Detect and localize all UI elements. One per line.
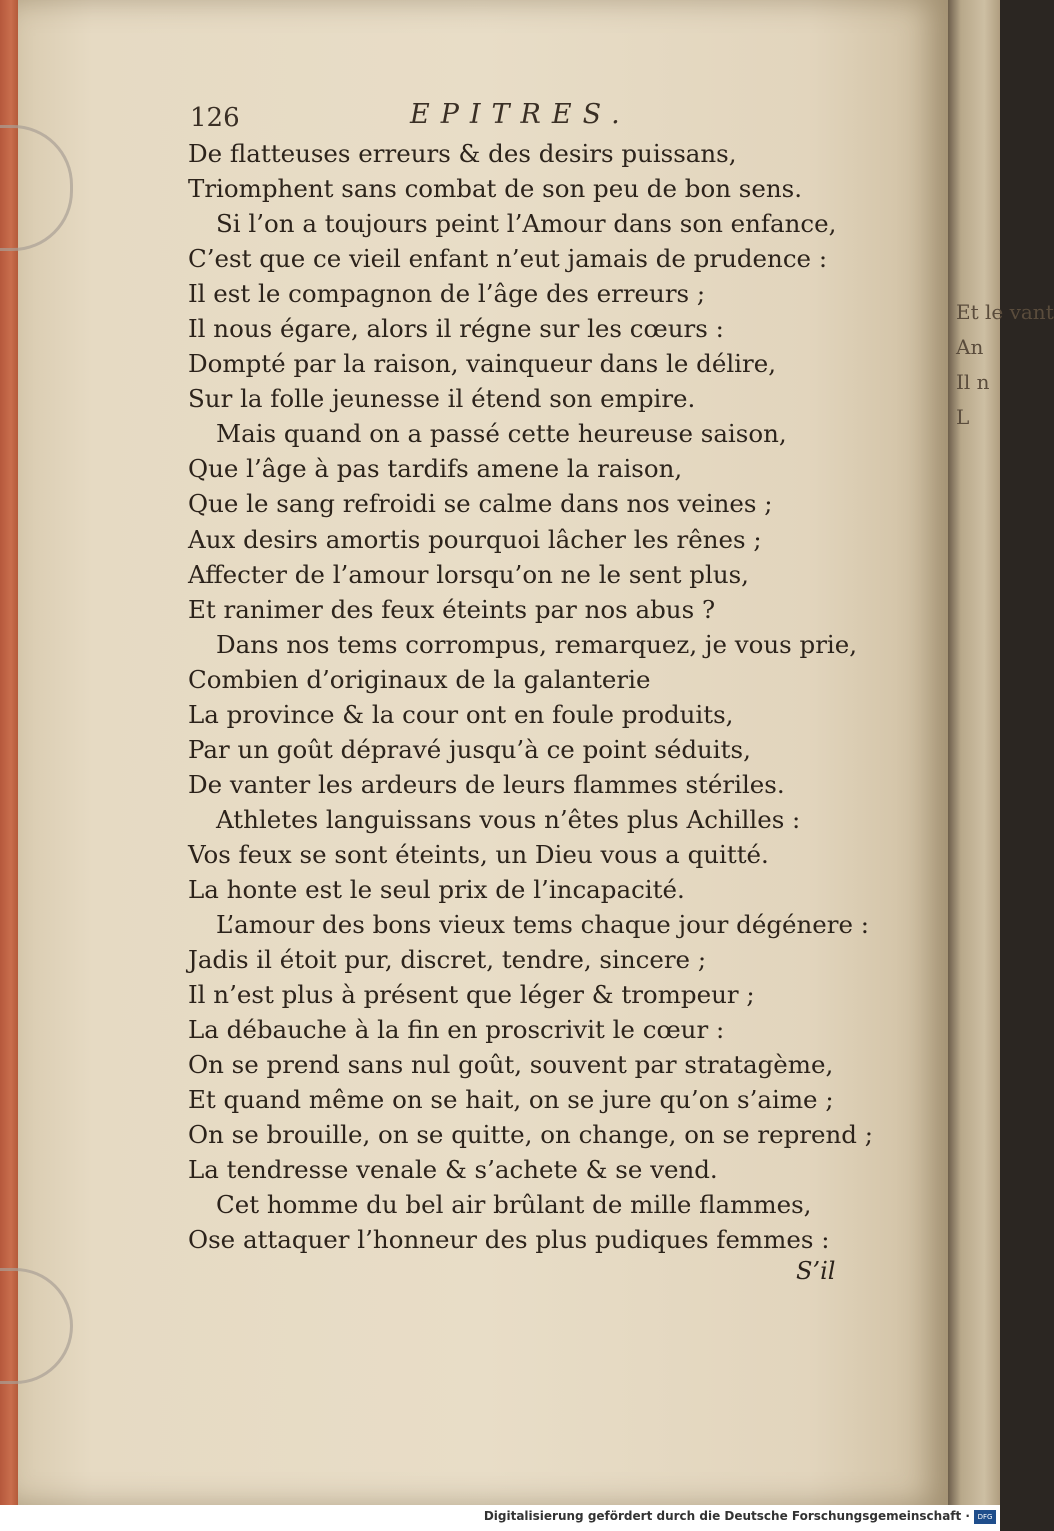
adjacent-page-fragment: An [956,335,984,359]
verse-line: Et ranimer des feux éteints par nos abus ? [188,594,716,624]
verse-line: On se prend sans nul goût, souvent par stratagème, [188,1050,834,1080]
verse-line: Mais quand on a passé cette heureuse saison, [216,419,787,449]
adjacent-page-fragment: Et le vant [956,300,1054,324]
verse-line: Et quand même on se hait, on se jure qu’on s’aime ; [188,1085,834,1115]
verse-line: Cet homme du bel air brûlant de mille flammes, [216,1190,812,1220]
verse-line: Jadis il étoit pur, discret, tendre, sincere ; [188,945,707,975]
verse-line: Vos feux se sont éteints, un Dieu vous a quitté. [188,839,769,869]
verse-line: C’est que ce vieil enfant n’eut jamais de prudence : [188,244,828,274]
digitization-credit: Digitalisierung gefördert durch die Deutsche Forschungsgemeinschaft · [483,1509,970,1523]
verse-line: On se brouille, on se quitte, on change, on se reprend ; [188,1120,874,1150]
adjacent-page-fragment: L [956,405,970,429]
verse-line: Il n’est plus à présent que léger & trompeur ; [188,980,755,1010]
verse-line: Par un goût dépravé jusqu’à ce point séduits, [188,734,751,764]
adjacent-page-edge [948,0,1054,1505]
verse-line: La débauche à la fin en proscrivit le cœur : [188,1015,725,1045]
verse-line: De flatteuses erreurs & des desirs puissans, [188,139,737,168]
verse-line: Dans nos tems corrompus, remarquez, je vous prie, [216,629,858,659]
verse-line: Il nous égare, alors il régne sur les cœurs : [188,314,724,344]
catchword: S’il [796,1257,836,1285]
verse-line: Affecter de l’amour lorsqu’on ne le sent plus, [188,559,749,589]
verse-line: Aux desirs amortis pourquoi lâcher les rênes ; [188,524,762,554]
verse-line: Ose attaquer l’honneur des plus pudiques femmes : [188,1225,830,1255]
adjacent-page-fragment: Il n [956,370,990,394]
digitization-footer [0,1505,1000,1531]
verse-line: Sur la folle jeunesse il étend son empire. [188,384,696,414]
verse-line: Il est le compagnon de l’âge des erreurs ; [188,279,706,309]
verse-line: De vanter les ardeurs de leurs flammes stériles. [188,769,785,799]
verse-line: La province & la cour ont en foule produits, [188,699,734,729]
verse-text [188,136,874,1258]
verse-line: La tendresse venale & s’achete & se vend. [188,1155,718,1185]
verse-line: Que le sang refroidi se calme dans nos veines ; [188,489,773,519]
verse-line: La honte est le seul prix de l’incapacité. [188,874,685,904]
dfg-logo-icon: DFG [974,1510,996,1524]
verse-line: Dompté par la raison, vainqueur dans le délire, [188,349,776,379]
page-number: 126 [190,103,240,133]
verse-line: Triomphent sans combat de son peu de bon sens. [188,174,802,204]
verse-line: Que l’âge à pas tardifs amene la raison, [188,454,683,484]
verse-line: Combien d’originaux de la galanterie [188,664,651,694]
running-title: EPITRES. [410,99,631,130]
verse-line: L’amour des bons vieux tems chaque jour dégénere : [216,910,870,940]
verse-line: Athletes languissans vous n’êtes plus Achilles : [216,804,801,834]
verse-line: Si l’on a toujours peint l’Amour dans son enfance, [216,209,837,239]
